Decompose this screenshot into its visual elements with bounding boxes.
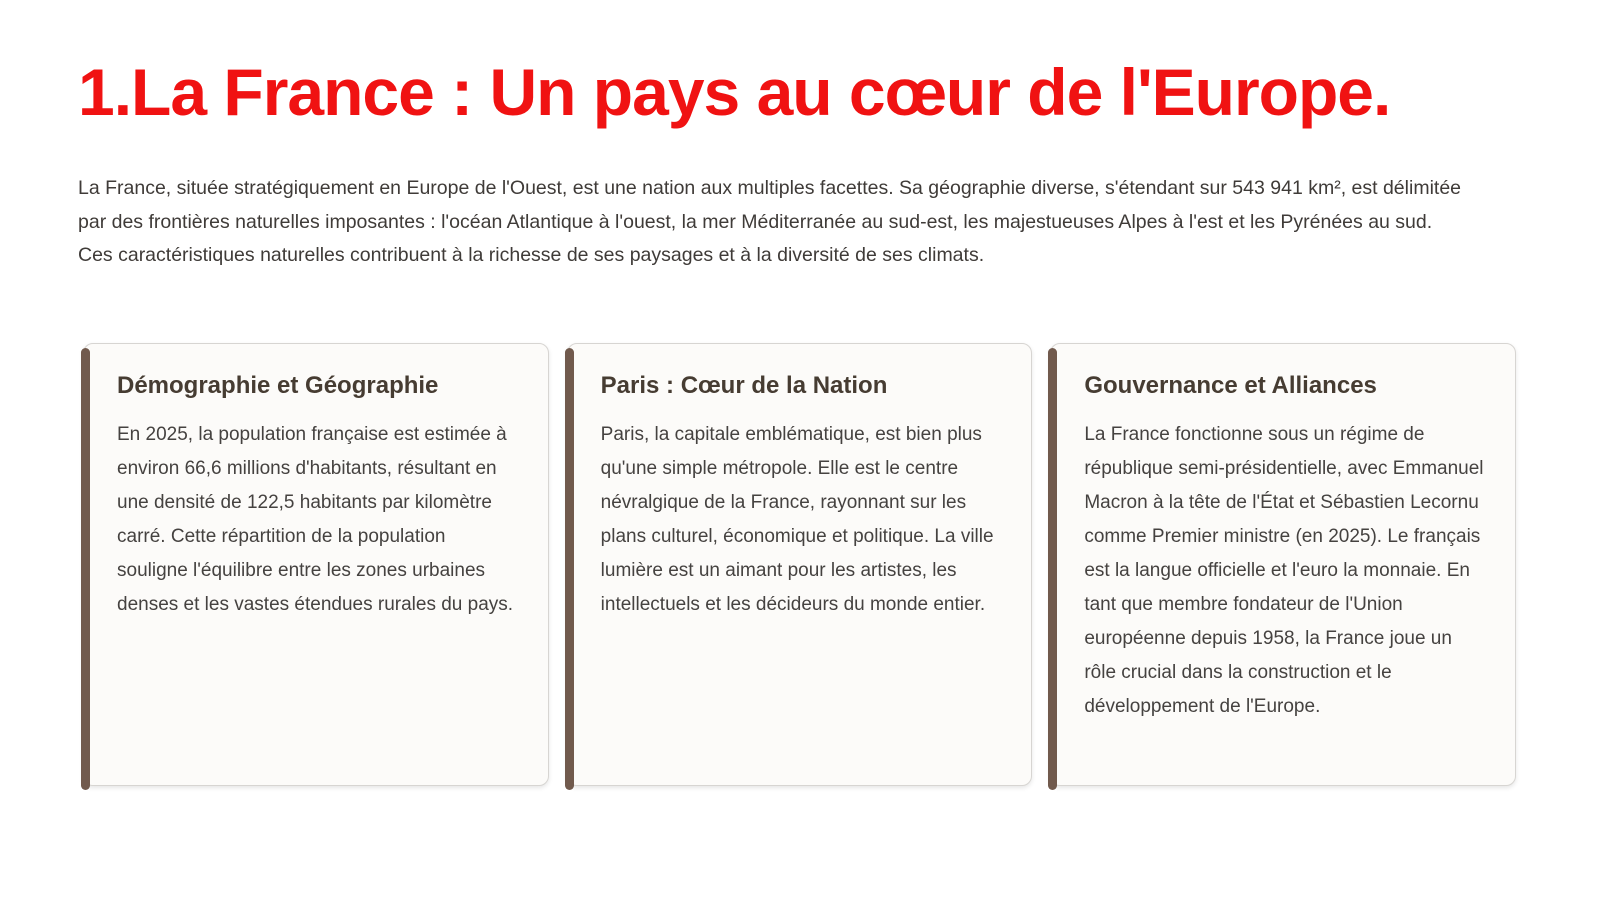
card-body: En 2025, la population française est estimée à environ 66,6 millions d'habitants, résultant en une densité de 122,5 habitants par kilomètre carré. Cette répartition de la population souligne l'équilibre entre les zones urbaines denses et les vastes étendues rurales du pays. bbox=[117, 424, 514, 616]
card-accent-bar bbox=[1048, 348, 1057, 790]
card-accent-bar bbox=[565, 348, 574, 790]
page-title: 1.La France : Un pays au cœur de l'Europe. bbox=[78, 55, 1391, 129]
intro-paragraph: La France, située stratégiquement en Europe de l'Ouest, est une nation aux multiples facettes. Sa géographie diverse, s'étendant sur 543 941 km², est délimitée par des frontières naturelles imposantes : l'océan Atlantique à l'ouest, la mer Méditerranée au sud-est, les majestueuses Alpes à l'est et les Pyrénées au sud. Ces caractéristiques naturelles contribuent à la richesse de ses paysages et à la diversité de ses climats. bbox=[78, 176, 1462, 267]
card-title: Paris : Cœur de la Nation bbox=[600, 372, 888, 400]
card-gouvernance-alliances bbox=[1050, 343, 1516, 786]
card-paris-coeur-nation bbox=[567, 343, 1033, 786]
card-title: Démographie et Géographie bbox=[117, 372, 439, 400]
card-body: La France fonctionne sous un régime de république semi-présidentielle, avec Emmanuel Macron à la tête de l'État et Sébastien Lecornu comme Premier ministre (en 2025). Le français est la langue officielle et l'euro la monnaie. En tant que membre fondateur de l'Union européenne depuis 1958, la France joue un rôle crucial dans la construction et le développement de l'Europe. bbox=[1084, 424, 1484, 718]
card-body: Paris, la capitale emblématique, est bien plus qu'une simple métropole. Elle est le centre névralgique de la France, rayonnant sur les plans culturel, économique et politique. La ville lumière est un aimant pour les artistes, les intellectuels et les décideurs du monde entier. bbox=[600, 424, 994, 616]
card-demographie-geographie bbox=[83, 343, 549, 786]
card-accent-bar bbox=[81, 348, 90, 790]
info-card-row bbox=[83, 343, 1516, 786]
card-title: Gouvernance et Alliances bbox=[1084, 372, 1377, 400]
